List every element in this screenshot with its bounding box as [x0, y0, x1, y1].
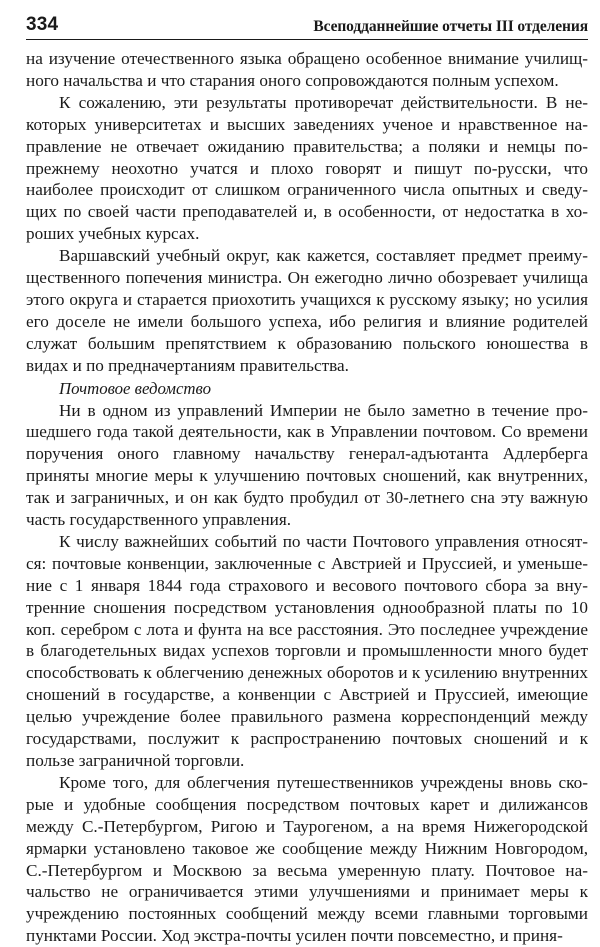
paragraph: Кроме того, для облегчения путешественников учреждены вновь скорые и удобные сообщения посредством почтовых карет и дилижансов между С.-Петербургом, Ригою и Таурогеном, а на время Нижегородской ярмарки установлено таковое же сообщение между Нижним Новгородом, С.-Петербургом и Москвою за весьма умеренную плату. Почтовое начальство не ограничивается этими улучшениями и принимает меры к учреждению постоянных сообщений между всеми главными торговыми пунктами России. Ход экстра-почты усилен почти повсеместно, и приня-	[26, 772, 588, 946]
section-heading: Почтовое ведомство	[59, 378, 211, 398]
running-header	[26, 14, 588, 40]
paragraph: К числу важнейших событий по части Почтового управления относятся: почтовые конвенции, заключенные с Австрией и Пруссией, и уменьшение с 1 января 1844 года страхового и весового почтового сбора за внутренние сношения посредством установления однообразной платы по 10 коп. серебром с лота и фунта на все расстояния. Это последнее учреждение в благодетельных видах успехов торговли и промышленности много будет способствовать к облегчению денежных оборотов и к усилению внутренних сношений в государстве, а конвенции с Австрией и Пруссией, имеющие целью учреждение более правильного размена корреспонденций между государствами, послужит к распространению почтовых сношений и к пользе заграничной торговли.	[26, 531, 588, 770]
body-text	[26, 48, 588, 947]
paragraph: К сожалению, эти результаты противоречат действительности. В некоторых университетах и высших заведениях ученое и нравственное направление не отвечает ожиданию правительства; а поляки и немцы по-прежнему неохотно учатся и плохо говорят и пишут по-русски, что наиболее происходит от слишком ограниченного числа опытных и сведущих по своей части преподавателей и, в особенности, от недостатка в хороших учебных курсах.	[26, 92, 588, 244]
paragraph: Ни в одном из управлений Империи не было заметно в течение прошедшего года такой деятельности, как в Управлении почтовом. Со времени поручения оного главному начальству генерал-адъютанта Адлерберга приняты многие меры к улучшению почтовых сношений, как внутренних, так и заграничных, и он как будто пробудил от 30-летнего сна эту важную часть государственного управления.	[26, 400, 588, 530]
paragraph: Варшавский учебный округ, как кажется, составляет предмет преимущественного попечения министра. Он ежегодно лично обозревает училища этого округа и старается приохотить учащихся к русскому языку; но усилия его доселе не имели большого успеха, ибо религия и влияние родителей служат большим препятствием к образованию польского юношества в видах и по предначертаниям правительства.	[26, 246, 588, 375]
running-title: Всеподданнейшие отчеты III отделения	[313, 18, 588, 35]
page-number: 334	[26, 14, 59, 35]
paragraph-continued: на изучение отечественного языка обращено особенное внимание училищного начальства и что старания оного сопровождаются полным успехом.	[26, 49, 588, 90]
